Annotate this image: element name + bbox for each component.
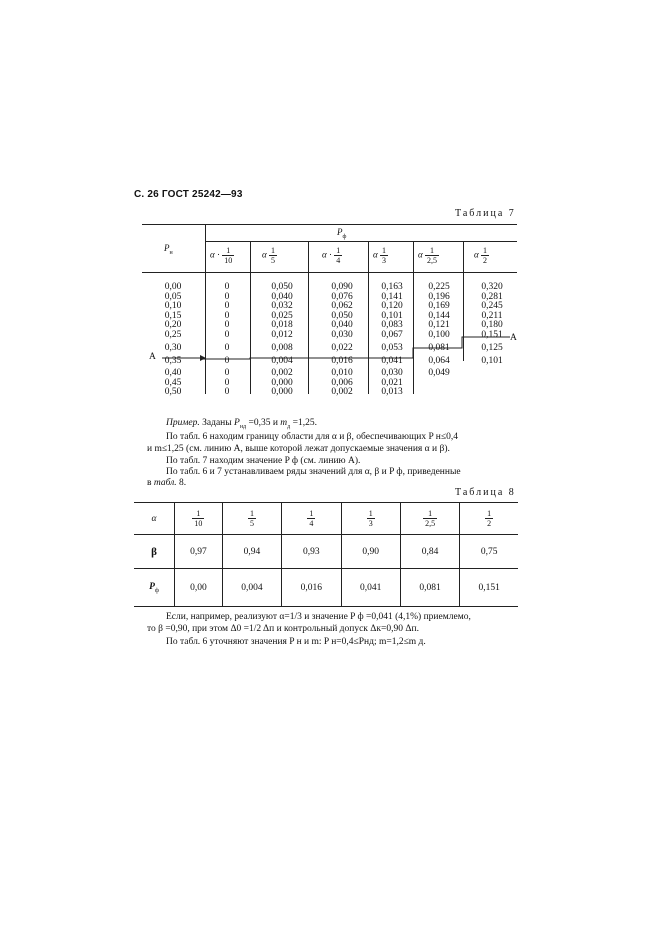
cell: 0 [224, 377, 230, 388]
cell: 0,083 [381, 320, 403, 330]
table8-beta-row [134, 535, 518, 569]
table8-beta-label: β [151, 545, 157, 558]
cell: 0,144 [428, 310, 450, 321]
table8-pf-row [134, 569, 518, 607]
cell: 0 [224, 329, 230, 340]
cell: 0,040 [271, 291, 293, 302]
table7-col-header: α $\frac{1}{3}$ [373, 246, 386, 265]
pn-value: 0,20 [164, 320, 182, 330]
pn-value: 0,05 [164, 291, 182, 302]
cell: 0,081 [428, 343, 450, 353]
pn-value: 0,35 [164, 355, 182, 366]
cell: 0 [224, 368, 230, 378]
cell: 0,245 [481, 301, 503, 311]
pn-value: 0,40 [164, 368, 182, 378]
cell: 0,120 [381, 301, 403, 311]
cell: 0,049 [428, 368, 450, 378]
example-line: По табл. 6 находим границу области для α и β, обеспечивающих P н≤0,4 [166, 432, 458, 442]
line-a-arrowhead [200, 355, 206, 361]
table8-cell: 0,00 [175, 569, 223, 607]
cell: 0 [224, 343, 230, 353]
cell: 0 [224, 301, 230, 311]
table8-pf-label: $P_ф$ [149, 581, 159, 594]
footer-line: Если, например, реализуют α=1/3 и значение P ф =0,041 (4,1%) приемлемо, [166, 612, 471, 622]
cell: 0 [224, 387, 230, 397]
cell: 0,041 [381, 355, 403, 366]
pn-value: 0,10 [164, 301, 182, 311]
pn-value: 0,50 [164, 387, 182, 397]
pn-value: 0,15 [164, 310, 182, 321]
table8 [134, 502, 518, 607]
cell: 0,030 [331, 329, 353, 340]
cell: 0,211 [481, 310, 503, 321]
cell: 0,151 [481, 329, 503, 340]
line-a-label-right: А [510, 333, 517, 343]
cell: 0,006 [331, 377, 353, 388]
table8-cell: 0,004 [222, 569, 281, 607]
cell: 0,000 [271, 387, 293, 397]
cell: 0,281 [481, 291, 503, 302]
pn-value: 0,30 [164, 343, 182, 353]
table8-cell: 0,081 [400, 569, 459, 607]
cell: 0,090 [331, 282, 353, 292]
cell: 0,040 [331, 320, 353, 330]
table7-header-rule [142, 272, 517, 273]
table7-col-line [413, 241, 414, 394]
cell: 0 [224, 320, 230, 330]
table8-cell: 0,75 [460, 535, 518, 569]
cell: 0,180 [481, 320, 503, 330]
cell: 0,067 [381, 329, 403, 340]
cell: 0,169 [428, 301, 450, 311]
table7-pf-header: $P_ф$ [337, 227, 347, 240]
table8-cell: $\frac{1}{5}$ [222, 503, 281, 535]
cell: 0,121 [428, 320, 450, 330]
cell: 0,030 [381, 368, 403, 378]
example-line: По табл. 7 находим значение P ф (см. линию А). [166, 456, 361, 466]
cell: 0,050 [331, 310, 353, 321]
cell: 0,062 [331, 301, 353, 311]
table7-col-header: α $\frac{1}{5}$ [262, 246, 275, 265]
cell: 0,000 [271, 377, 293, 388]
table8-cell: $\frac{1}{4}$ [282, 503, 341, 535]
table8-cell: 0,90 [341, 535, 400, 569]
cell: 0,012 [271, 329, 293, 340]
pn-value: 0,25 [164, 329, 182, 340]
cell: 0 [224, 355, 230, 366]
cell: 0,053 [381, 343, 403, 353]
table8-caption: Таблица 8 [455, 487, 516, 498]
cell: 0 [224, 291, 230, 302]
table7-top-border [142, 224, 517, 225]
line-a-path [162, 337, 510, 359]
table8-cell: $\frac{1}{10}$ [175, 503, 223, 535]
cell: 0,125 [481, 343, 503, 353]
cell: 0 [224, 310, 230, 321]
table8-cell: 0,94 [222, 535, 281, 569]
cell: 0,032 [271, 301, 293, 311]
table7-group-rule [205, 241, 517, 242]
cell: 0,050 [271, 282, 293, 292]
cell: 0,002 [331, 387, 353, 397]
cell: 0,196 [428, 291, 450, 302]
cell: 0,100 [428, 329, 450, 340]
example-line: По табл. 6 и 7 устанавливаем ряды значений для α, β и P ф, приведенные [166, 467, 461, 477]
table8-cell: 0,016 [282, 569, 341, 607]
cell: 0,022 [331, 343, 353, 353]
table7-caption: Таблица 7 [455, 208, 516, 219]
table8-cell: 0,93 [282, 535, 341, 569]
table7-col-header: α · $\frac{1}{4}$ [322, 246, 341, 265]
cell: 0,016 [331, 355, 353, 366]
cell: 0,141 [381, 291, 403, 302]
table7-col-line [250, 241, 251, 394]
cell: 0,010 [331, 368, 353, 378]
line-a [140, 320, 530, 370]
cell: 0,002 [271, 368, 293, 378]
cell: 0,018 [271, 320, 293, 330]
cell: 0,013 [381, 387, 403, 397]
footer-line: По табл. 6 уточняют значения P н и m: P н=0,4≤Pнд; m=1,2≤m д. [166, 637, 426, 647]
table7-col-header: α $\frac{1}{2}$ [474, 246, 487, 265]
table8-alpha-row [134, 503, 518, 535]
pn-value: 0,45 [164, 377, 182, 388]
cell: 0,101 [481, 355, 503, 366]
cell: 0,021 [381, 377, 403, 388]
table7-col-header: α · $\frac{1}{10}$ [210, 246, 233, 265]
cell: 0,004 [271, 355, 293, 366]
table8-cell: $\frac{1}{2}$ [460, 503, 518, 535]
cell: 0,101 [381, 310, 403, 321]
cell: 0,320 [481, 282, 503, 292]
table8-cell: 0,84 [400, 535, 459, 569]
table7-col-header: α $\frac{1}{2,5}$ [418, 246, 437, 265]
table8-cell: $\frac{1}{3}$ [341, 503, 400, 535]
cell: 0,008 [271, 343, 293, 353]
cell: 0,025 [271, 310, 293, 321]
table8-cell: 0,041 [341, 569, 400, 607]
line-a-label-left: А [149, 352, 156, 362]
cell: 0,163 [381, 282, 403, 292]
example-line: в табл. 8. [147, 478, 187, 488]
pn-value: 0,00 [164, 282, 182, 292]
example-line: Пример. Заданы $P_{нд} =0,35$ и $m_д =1,25$. [166, 418, 317, 430]
table7-pn-header: $P_н$ [164, 243, 173, 256]
table8-cell: $\frac{1}{2,5}$ [400, 503, 459, 535]
cell: 0,076 [331, 291, 353, 302]
table8-cell: 0,97 [175, 535, 223, 569]
cell: 0,064 [428, 355, 450, 366]
footer-line: то β =0,90, при этом Δ0 =1/2 Δп и контрольный допуск Δк=0,90 Δп. [147, 624, 419, 634]
example-line: и m≤1,25 (см. линию А, выше которой лежат допускаемые значения α и β). [147, 444, 450, 454]
table7-col-line [368, 241, 369, 394]
cell: 0 [224, 282, 230, 292]
table7-col-line [308, 241, 309, 394]
table8-cell: 0,151 [460, 569, 518, 607]
page-header: С. 26 ГОСТ 25242—93 [134, 189, 243, 200]
table8-alpha-label: α [151, 513, 157, 524]
cell: 0,225 [428, 282, 450, 292]
